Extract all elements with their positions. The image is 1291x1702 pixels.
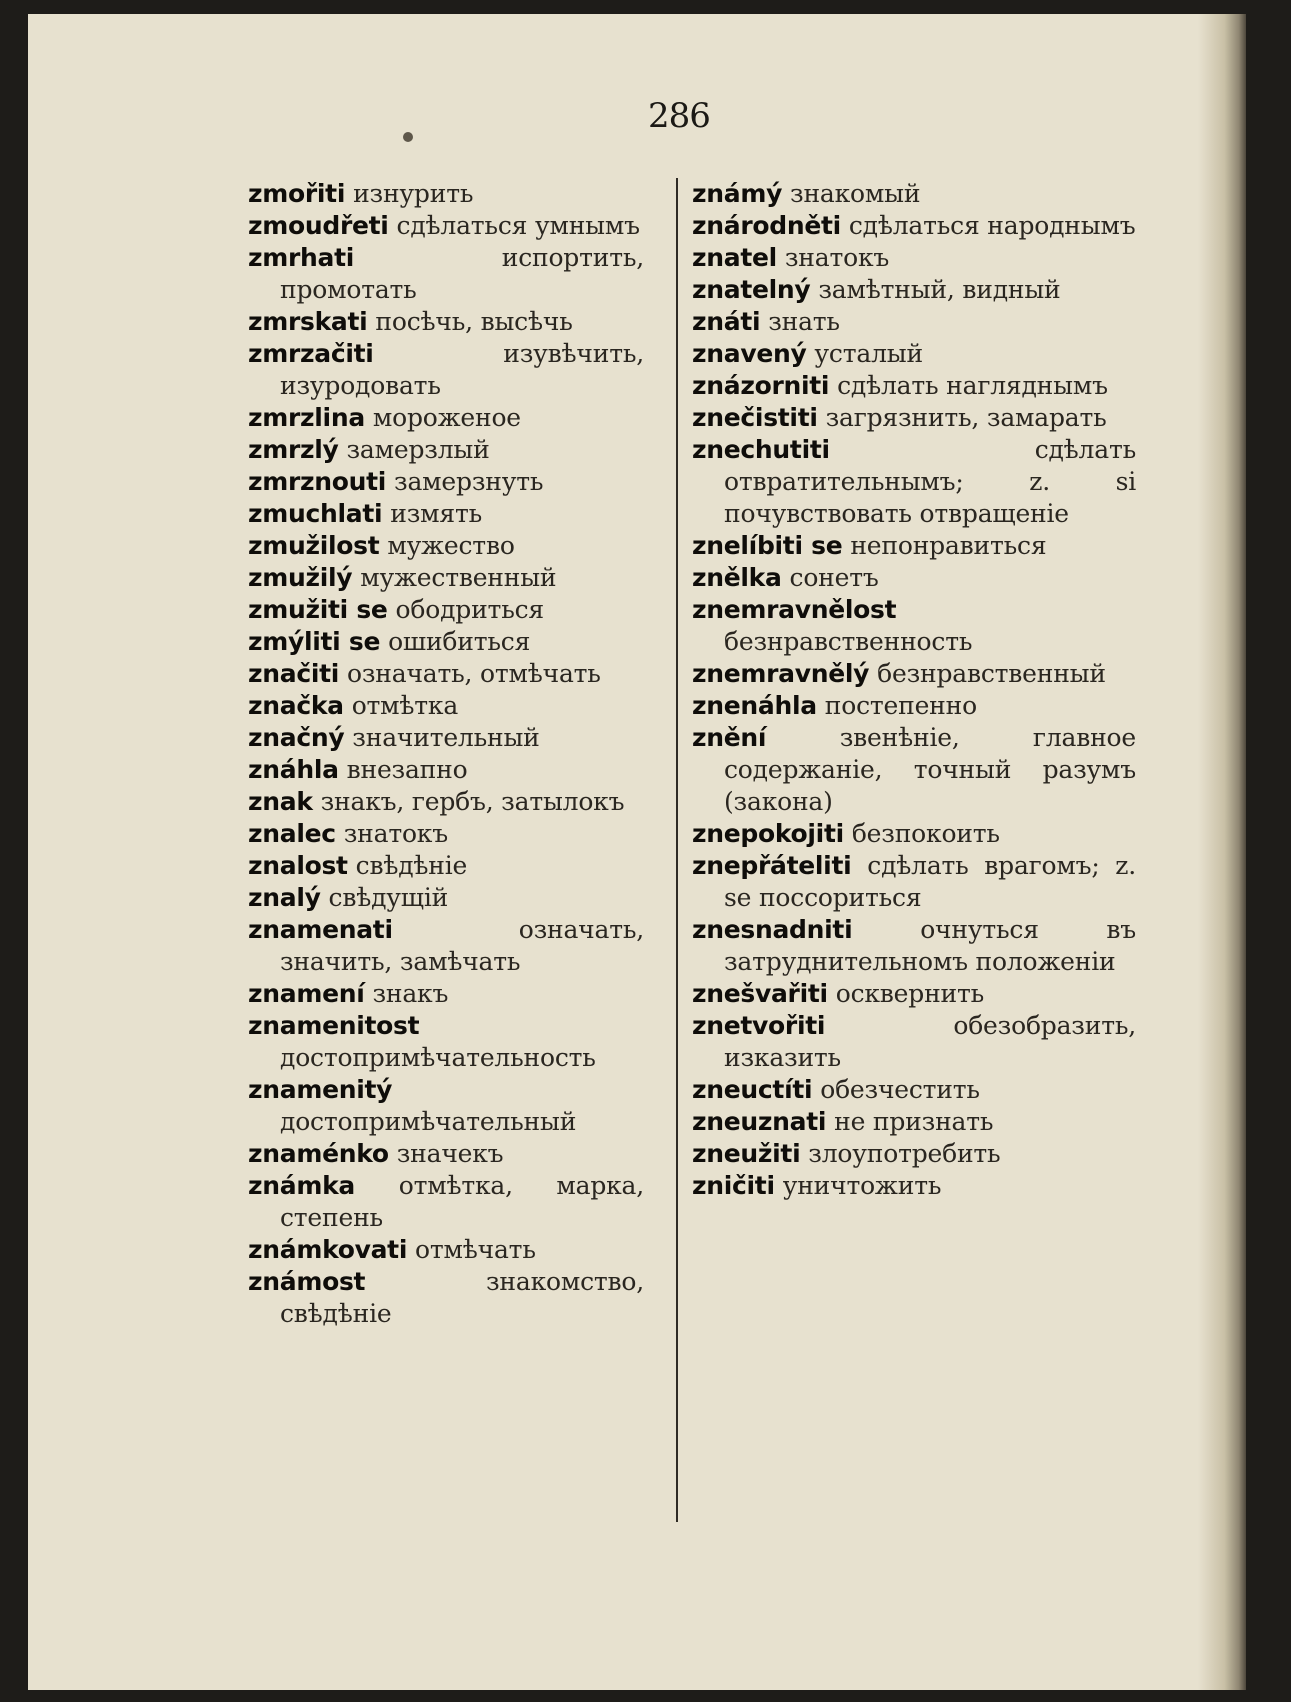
left-column — [248, 178, 644, 1330]
entry-translation: посѣчь, высѣчь — [375, 307, 573, 336]
entry-translation: загрязнить, замарать — [825, 403, 1107, 432]
dictionary-entry — [692, 690, 1136, 722]
dictionary-entry — [248, 1266, 644, 1330]
dictionary-entry — [248, 978, 644, 1010]
entry-translation: свѣдущій — [328, 883, 449, 912]
dictionary-entry — [248, 178, 644, 210]
dictionary-entry — [248, 1074, 644, 1138]
dictionary-entry — [692, 242, 1136, 274]
entry-translation: знатокъ — [784, 243, 890, 272]
entry-headword: zničiti — [692, 1171, 775, 1200]
entry-headword: zmuchlati — [248, 499, 383, 528]
entry-translation: значительный — [352, 723, 540, 752]
dictionary-entry — [692, 306, 1136, 338]
entry-headword: zmrskati — [248, 307, 368, 336]
dictionary-entry — [692, 722, 1136, 818]
entry-headword: znatelný — [692, 275, 811, 304]
entry-headword: znázorniti — [692, 371, 830, 400]
dictionary-entry — [692, 370, 1136, 402]
entry-headword: znatel — [692, 243, 777, 272]
dictionary-entry — [692, 818, 1136, 850]
entry-translation: отмѣтка — [351, 691, 459, 720]
entry-translation: осквернить — [835, 979, 985, 1008]
entry-headword: znáti — [692, 307, 761, 336]
entry-translation: знакъ — [372, 979, 449, 1008]
entry-translation: непонравиться — [850, 531, 1047, 560]
entry-translation: звенѣніе, главное содержаніе, точный разумъ (закона) — [724, 723, 1136, 816]
entry-headword: znárodněti — [692, 211, 841, 240]
dictionary-entry — [692, 1010, 1136, 1074]
dictionary-entry — [692, 1138, 1136, 1170]
dictionary-entry — [248, 1010, 644, 1074]
entry-headword: známka — [248, 1171, 355, 1200]
entry-headword: zmýliti se — [248, 627, 381, 656]
entry-headword: znešvařiti — [692, 979, 828, 1008]
entry-translation: безнравственный — [877, 659, 1106, 688]
entry-headword: zneuctíti — [692, 1075, 813, 1104]
entry-headword: znečistiti — [692, 403, 818, 432]
dictionary-entry — [692, 914, 1136, 978]
dictionary-entry — [692, 562, 1136, 594]
dictionary-entry — [692, 1170, 1136, 1202]
entry-headword: zmrzlina — [248, 403, 365, 432]
entry-headword: znamenitost — [248, 1011, 420, 1040]
entry-translation: ошибиться — [388, 627, 531, 656]
dictionary-entry — [692, 338, 1136, 370]
dictionary-entry — [248, 722, 644, 754]
dictionary-page — [28, 14, 1246, 1690]
entry-headword: znáhla — [248, 755, 339, 784]
entry-translation: замерзлый — [346, 435, 490, 464]
dictionary-entry — [248, 466, 644, 498]
entry-translation: злоупотребить — [808, 1139, 1001, 1168]
dictionary-entry — [692, 1074, 1136, 1106]
dictionary-entry — [692, 850, 1136, 914]
dictionary-entry — [248, 1138, 644, 1170]
entry-headword: značný — [248, 723, 345, 752]
entry-translation: сдѣлаться народнымъ — [848, 211, 1136, 240]
dictionary-entry — [248, 338, 644, 402]
entry-headword: znavený — [692, 339, 807, 368]
entry-translation: уничтожить — [782, 1171, 942, 1200]
entry-headword: znelíbiti se — [692, 531, 843, 560]
entry-translation: изнурить — [353, 179, 474, 208]
entry-headword: znechutiti — [692, 435, 830, 464]
entry-headword: zmrzlý — [248, 435, 339, 464]
entry-translation: замѣтный, видный — [818, 275, 1061, 304]
entry-headword: znění — [692, 723, 767, 752]
entry-headword: známý — [692, 179, 783, 208]
dictionary-entry — [248, 626, 644, 658]
entry-translation: мужество — [387, 531, 515, 560]
entry-translation: не признать — [834, 1107, 994, 1136]
dictionary-entry — [248, 690, 644, 722]
dictionary-entry — [248, 210, 644, 242]
dictionary-entry — [692, 402, 1136, 434]
entry-translation: мороженое — [372, 403, 521, 432]
entry-translation: достопримѣчательность — [280, 1043, 596, 1072]
entry-translation: мужественный — [360, 563, 557, 592]
column-divider — [676, 178, 678, 1522]
entry-headword: známost — [248, 1267, 366, 1296]
entry-translation: замерзнуть — [394, 467, 544, 496]
entry-translation: безпокоить — [851, 819, 1000, 848]
entry-headword: zmoudřeti — [248, 211, 389, 240]
entry-headword: znenáhla — [692, 691, 817, 720]
dictionary-entry — [248, 818, 644, 850]
entry-headword: znamenati — [248, 915, 393, 944]
entry-translation: знакомство, свѣдѣніе — [280, 1267, 644, 1328]
right-column — [692, 178, 1136, 1202]
entry-translation: сдѣлать нагляднымъ — [837, 371, 1108, 400]
entry-headword: značiti — [248, 659, 340, 688]
dictionary-entry — [692, 274, 1136, 306]
entry-translation: достопримѣчательный — [280, 1107, 577, 1136]
dictionary-entry — [248, 562, 644, 594]
dictionary-entry — [692, 178, 1136, 210]
entry-translation: отмѣчать — [415, 1235, 536, 1264]
entry-translation: сдѣлать отвратительнымъ; z. si почувствовать отвращеніе — [724, 435, 1136, 528]
bullet-mark — [403, 132, 413, 142]
entry-headword: znalec — [248, 819, 336, 848]
entry-translation: внезапно — [346, 755, 468, 784]
entry-headword: zmrzačiti — [248, 339, 374, 368]
entry-translation: ободриться — [395, 595, 544, 624]
entry-headword: zneuznati — [692, 1107, 827, 1136]
entry-headword: zmořiti — [248, 179, 346, 208]
dictionary-entry — [692, 594, 1136, 658]
entry-headword: znemravnělost — [692, 595, 897, 624]
entry-translation: обезобразить, изказить — [724, 1011, 1136, 1072]
dictionary-entry — [248, 530, 644, 562]
dictionary-entry — [248, 242, 644, 306]
dictionary-entry — [692, 530, 1136, 562]
entry-headword: znalost — [248, 851, 348, 880]
dictionary-entry — [692, 434, 1136, 530]
dictionary-entry — [692, 210, 1136, 242]
entry-headword: znaménko — [248, 1139, 389, 1168]
dictionary-entry — [248, 402, 644, 434]
entry-translation: сдѣлать врагомъ; z. se поссориться — [724, 851, 1136, 912]
entry-translation: знать — [768, 307, 840, 336]
entry-translation: сдѣлаться умнымъ — [396, 211, 640, 240]
entry-headword: zmužiti se — [248, 595, 388, 624]
entry-translation: означать, значить, замѣчать — [280, 915, 644, 976]
entry-translation: знакомый — [790, 179, 921, 208]
entry-headword: znak — [248, 787, 313, 816]
entry-headword: znemravnělý — [692, 659, 870, 688]
page-edge-shadow — [1198, 14, 1246, 1690]
entry-translation: усталый — [814, 339, 923, 368]
dictionary-entry — [248, 498, 644, 530]
entry-headword: znepokojiti — [692, 819, 844, 848]
entry-headword: znalý — [248, 883, 321, 912]
entry-translation: изувѣчить, изуродовать — [280, 339, 644, 400]
entry-translation: безнравственность — [724, 627, 973, 656]
entry-translation: постепенно — [824, 691, 977, 720]
dictionary-entry — [692, 1106, 1136, 1138]
entry-headword: znetvořiti — [692, 1011, 826, 1040]
entry-headword: známkovati — [248, 1235, 408, 1264]
dictionary-entry — [248, 882, 644, 914]
entry-headword: znamení — [248, 979, 365, 1008]
entry-headword: zmužilý — [248, 563, 353, 592]
entry-translation: знатокъ — [343, 819, 448, 848]
entry-headword: znepřáteliti — [692, 851, 852, 880]
dictionary-entry — [692, 978, 1136, 1010]
entry-translation: сонетъ — [789, 563, 879, 592]
dictionary-entry — [248, 658, 644, 690]
entry-headword: zmrznouti — [248, 467, 387, 496]
dictionary-entry — [248, 914, 644, 978]
entry-translation: свѣдѣніе — [355, 851, 468, 880]
entry-headword: znesnadniti — [692, 915, 853, 944]
dictionary-entry — [248, 306, 644, 338]
entry-headword: zmrhati — [248, 243, 355, 272]
dictionary-entry — [248, 754, 644, 786]
entry-headword: znělka — [692, 563, 782, 592]
entry-headword: značka — [248, 691, 344, 720]
entry-translation: знакъ, гербъ, затылокъ — [320, 787, 625, 816]
entry-translation: очнуться въ затруднительномъ положеніи — [724, 915, 1136, 976]
dictionary-entry — [248, 594, 644, 626]
dictionary-entry — [248, 786, 644, 818]
entry-translation: обезчестить — [820, 1075, 980, 1104]
entry-translation: измять — [390, 499, 482, 528]
dictionary-entry — [692, 658, 1136, 690]
dictionary-entry — [248, 1234, 644, 1266]
entry-translation: означать, отмѣчать — [346, 659, 601, 688]
entry-translation: отмѣтка, марка, степень — [280, 1171, 644, 1232]
entry-translation: испортить, промотать — [280, 243, 644, 304]
entry-headword: zmužilost — [248, 531, 380, 560]
page-number: 286 — [648, 96, 710, 136]
dictionary-entry — [248, 1170, 644, 1234]
entry-headword: zneužiti — [692, 1139, 801, 1168]
dictionary-entry — [248, 850, 644, 882]
dictionary-entry — [248, 434, 644, 466]
entry-headword: znamenitý — [248, 1075, 393, 1104]
entry-translation: значекъ — [396, 1139, 504, 1168]
